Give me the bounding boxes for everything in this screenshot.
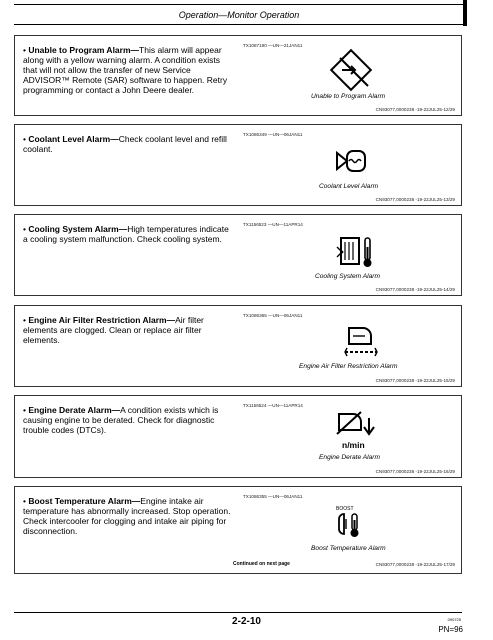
reference-code: CN93077,0000238 -19-22JUL25-15/29 (375, 378, 455, 383)
figure-code: TX1156524 —UN—11APR14 (243, 403, 303, 408)
section-body: Air filter elements are clogged. Clean or replace air filter elements. (23, 315, 204, 345)
figure-code: TX1156523 —UN—11APR14 (243, 222, 303, 227)
alarm-section-engine-derate (14, 395, 462, 478)
figure-caption: Engine Derate Alarm (319, 454, 380, 461)
air-filter-icon (343, 324, 379, 363)
section-description: • Engine Derate Alarm—A condition exists which is causing engine to be derated. Check for diagnostic trouble codes (DTCs). (23, 405, 219, 435)
alarm-section-coolant-level (14, 124, 462, 206)
cooling-system-icon (337, 235, 377, 276)
pn-label: PN=96 (438, 625, 463, 634)
page-header: Operation—Monitor Operation (178, 10, 300, 20)
coolant-level-icon (333, 147, 369, 182)
reference-code: CN93077,0000238 -19-22JUL25-16/29 (375, 469, 455, 474)
footer-rule (14, 612, 462, 613)
section-body: High temperatures indicate a cooling system malfunction. Check cooling system. (23, 224, 229, 244)
section-description: • Engine Air Filter Restriction Alarm—Air filter elements are clogged. Clean or replace air filter elements. (23, 315, 204, 345)
section-title: Boost Temperature Alarm— (28, 496, 141, 506)
program-alarm-icon (330, 50, 376, 99)
section-title: Coolant Level Alarm— (28, 134, 119, 144)
reference-code: CN93077,0000238 -19-22JUL25-14/29 (375, 287, 455, 292)
section-description: • Coolant Level Alarm—Check coolant level and refill coolant. (23, 134, 227, 154)
top-rule (14, 4, 464, 5)
section-title: Engine Air Filter Restriction Alarm— (28, 315, 176, 325)
reference-code: CN93077,0000238 -19-22JUL25-17/29 (375, 562, 455, 567)
section-body: A condition exists which is causing engine to be derated. Check for diagnostic trouble codes (DTCs). (23, 405, 219, 435)
figure-caption: Unable to Program Alarm (311, 93, 386, 100)
section-description: • Cooling System Alarm—High temperatures indicate a cooling system malfunction. Check cooling system. (23, 224, 229, 244)
section-description: • Boost Temperature Alarm—Engine intake air temperature has abnormally increased. Stop operation. Check intercooler for clogging and intake air piping for disconnection. (23, 496, 231, 536)
boost-temperature-icon (337, 513, 363, 544)
figure-code: TX1086365 —UN—06JAN11 (243, 313, 303, 318)
figure-caption: Cooling System Alarm (315, 273, 380, 280)
page-number: 2-2-10 (232, 616, 261, 627)
section-title: Engine Derate Alarm— (28, 405, 121, 415)
section-body: Engine intake air temperature has abnormally increased. Stop operation. Check intercooler for clogging and intake air piping for disconnection. (23, 496, 231, 536)
alarm-section-boost-temperature (14, 486, 462, 574)
section-title: Cooling System Alarm— (28, 224, 128, 234)
figure-code: TX1086349 —UN—06JAN11 (243, 132, 303, 137)
figure-caption: Engine Air Filter Restriction Alarm (299, 363, 398, 370)
figure-caption: Boost Temperature Alarm (311, 545, 386, 552)
section-description: • Unable to Program Alarm—This alarm will appear along with a yellow warning alarm. A condition exists that will not allow the transfer of new Service ADVISOR™ Remote (SAR) software to happen. Retry programming or contact a John Deere dealer. (23, 45, 228, 95)
section-title: Unable to Program Alarm— (28, 45, 140, 55)
section-body: This alarm will appear along with a yellow warning alarm. A condition exists that will not allow the transfer of new Service ADVISOR™ Remote (SAR) software to happen. Retry programming or contact a John Deere dealer. (23, 45, 228, 95)
footer-code: 090725 (447, 617, 461, 622)
reference-code: CN93077,0000238 -19-22JUL25-13/29 (375, 197, 455, 202)
icon-boost-label: BOOST (336, 506, 354, 512)
figure-code: TX1086355 —UN—06JAN11 (243, 494, 303, 499)
header-rule (14, 24, 464, 25)
alarm-section-program (14, 35, 462, 116)
reference-code: CN93077,0000238 -19-22JUL25-12/29 (375, 107, 455, 112)
figure-code: TX1087190 —UN—21JAN11 (243, 43, 303, 48)
alarm-section-air-filter (14, 305, 462, 387)
figure-caption: Coolant Level Alarm (319, 183, 379, 190)
section-body: Check coolant level and refill coolant. (23, 134, 227, 154)
icon-rpm-label: n/min (342, 440, 365, 450)
continued-note: Continued on next page (233, 561, 290, 567)
alarm-section-cooling-system (14, 214, 462, 296)
